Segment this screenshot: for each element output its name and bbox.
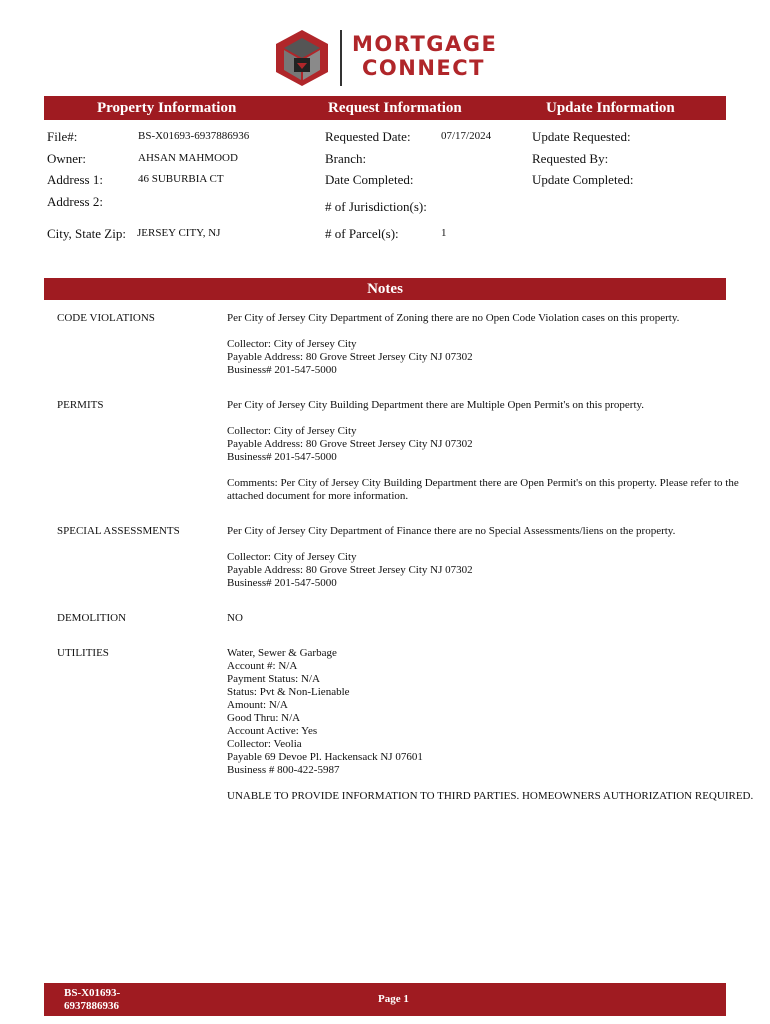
city-state-zip-value: JERSEY CITY, NJ	[137, 227, 221, 239]
requested-by-label: Requested By:	[532, 151, 609, 166]
footer-file-id: BS-X01693-6937886936	[64, 987, 121, 1012]
logo-cube-icon	[272, 28, 332, 88]
utilities-authorization-note: UNABLE TO PROVIDE INFORMATION TO THIRD PARTIES. HOMEOWNERS AUTHORIZATION REQUIRED.	[227, 790, 754, 802]
request-information-heading: Request Information	[328, 100, 462, 116]
parcels-value: 1	[441, 227, 447, 239]
logo-divider	[340, 30, 342, 86]
special-assessments-collector: Collector: City of Jersey City Payable Address: 80 Grove Street Jersey City NJ 07302 Business# 201-547-5000	[227, 551, 473, 589]
demolition-value: NO	[227, 612, 243, 624]
permits-body	[227, 399, 757, 516]
code-violations-body	[227, 312, 757, 390]
property-information-heading: Property Information	[97, 100, 237, 116]
demolition-title: DEMOLITION	[57, 612, 127, 624]
permits-summary: Per City of Jersey City Building Department there are Multiple Open Permit's on this property.	[227, 399, 645, 411]
code-violations-title: CODE VIOLATIONS	[57, 312, 155, 324]
special-assessments-body	[227, 525, 757, 603]
logo-line-2: CONNECT	[362, 56, 485, 80]
requested-date-value: 07/17/2024	[441, 130, 492, 142]
notes-header-bar	[44, 278, 726, 300]
permits-title: PERMITS	[57, 399, 104, 411]
footer-bar	[44, 983, 726, 1016]
parcels-label: # of Parcel(s):	[325, 226, 399, 241]
logo-text	[352, 32, 497, 80]
branch-label: Branch:	[325, 151, 367, 166]
logo-line-1: MORTGAGE	[352, 32, 498, 56]
address2-label: Address 2:	[47, 194, 103, 209]
date-completed-label: Date Completed:	[325, 172, 414, 187]
utilities-title: UTILITIES	[57, 647, 109, 659]
address1-value: 46 SUBURBIA CT	[138, 173, 224, 185]
special-assessments-title: SPECIAL ASSESSMENTS	[57, 525, 180, 537]
code-violations-collector: Collector: City of Jersey City Payable Address: 80 Grove Street Jersey City NJ 07302 Business# 201-547-5000	[227, 338, 473, 376]
page-number: Page 1	[378, 993, 409, 1005]
owner-value: AHSAN MAHMOOD	[138, 152, 238, 164]
utilities-details: Water, Sewer & Garbage Account #: N/A Payment Status: N/A Status: Pvt & Non-Lienable Amount: N/A Good Thru: N/A Account Active: Yes Collector: Veolia Payable 69 Devoe Pl. Hackensack NJ 07601 Business # 800-422-5987	[227, 647, 423, 776]
mortgage-connect-logo	[272, 28, 522, 88]
notes-heading: Notes	[367, 281, 403, 297]
utilities-body	[227, 647, 757, 816]
update-requested-label: Update Requested:	[532, 129, 631, 144]
city-state-zip-label: City, State Zip:	[47, 226, 126, 241]
jurisdictions-label: # of Jurisdiction(s):	[325, 199, 427, 214]
update-information-heading: Update Information	[546, 100, 675, 116]
code-violations-summary: Per City of Jersey City Department of Zoning there are no Open Code Violation cases on this property.	[227, 312, 680, 324]
special-assessments-summary: Per City of Jersey City Department of Finance there are no Special Assessments/liens on the property.	[227, 525, 676, 537]
address1-label: Address 1:	[47, 172, 103, 187]
owner-label: Owner:	[47, 151, 86, 166]
permits-collector: Collector: City of Jersey City Payable Address: 80 Grove Street Jersey City NJ 07302 Business# 201-547-5000	[227, 425, 473, 463]
file-label: File#:	[47, 129, 78, 144]
requested-date-label: Requested Date:	[325, 129, 411, 144]
info-header-bar	[44, 96, 726, 120]
update-completed-label: Update Completed:	[532, 172, 634, 187]
permits-comments: Comments: Per City of Jersey City Building Department there are Open Permit's on this property. Please refer to the attached document for more information.	[227, 477, 739, 502]
demolition-body	[227, 612, 757, 638]
file-value: BS-X01693-6937886936	[138, 130, 250, 142]
